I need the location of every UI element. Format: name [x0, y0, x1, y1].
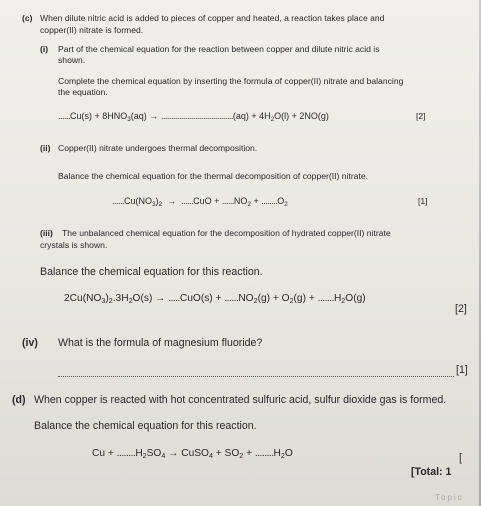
subscript: 2 — [128, 297, 133, 305]
part-ii-marks: [1] — [418, 196, 428, 206]
plus-sign: + — [246, 448, 253, 459]
formula: (g) + — [293, 293, 315, 304]
part-i-label: (i) — [40, 44, 49, 54]
blank-coefficient[interactable]: ..... — [168, 293, 180, 304]
subscript: 4 — [161, 452, 166, 460]
formula: O — [277, 196, 285, 206]
part-i-marks: [2] — [416, 111, 426, 121]
subscript: 2 — [253, 297, 258, 305]
subscript: 2 — [247, 201, 251, 208]
equation-arrow: → — [167, 196, 177, 206]
subscript: 2 — [108, 297, 113, 305]
part-iii-instruction: Balance the chemical equation for this reaction. — [40, 266, 263, 278]
question-d-instruction: Balance the chemical equation for this reaction. — [34, 420, 257, 432]
bracket: ) — [155, 196, 159, 206]
formula: .3H — [112, 293, 129, 304]
part-ii-instruction: Balance the chemical equation for the thermal decomposition of copper(II) nitrate. — [58, 171, 369, 181]
blank-coefficient[interactable]: ...... — [221, 196, 234, 206]
part-iii-equation — [64, 292, 366, 305]
part-iii-line1: The unbalanced chemical equation for the decomposition of hydrated copper(II) nitrate — [62, 228, 391, 238]
subscript: 2 — [239, 452, 244, 460]
part-ii-equation — [112, 196, 288, 207]
formula: SO — [146, 448, 162, 459]
formula: H — [333, 293, 342, 304]
subscript: 2 — [280, 452, 285, 460]
part-iii-label: (iii) — [40, 228, 53, 238]
equation-arrow: → CuSO — [168, 448, 209, 459]
blank-coefficient[interactable]: ........ — [116, 448, 136, 459]
question-d-marks: [ — [459, 452, 462, 464]
formula: O — [284, 448, 293, 459]
plus-sign: + — [253, 196, 259, 206]
part-i-instruction-line1: Complete the chemical equation by inserting the formula of copper(II) nitrate and balancing — [58, 76, 404, 86]
subscript: 2 — [289, 297, 294, 305]
part-ii-label: (ii) — [40, 143, 51, 153]
formula: Cu + — [92, 448, 114, 459]
part-iv-question: What is the formula of magnesium fluoride? — [58, 337, 263, 349]
blank-coefficient[interactable]: ...... — [112, 196, 125, 206]
formula: H — [135, 448, 143, 459]
question-c-label: (c) — [22, 13, 33, 23]
subscript: 3 — [152, 201, 156, 208]
part-iii-line2: crystals is shown. — [40, 240, 108, 250]
blank-coefficient[interactable]: ....... — [317, 293, 334, 304]
blank-coefficient[interactable]: ...... — [58, 111, 71, 121]
part-iii-marks: [2] — [455, 303, 467, 315]
equation-products-end: O(l) + 2NO(g) — [274, 111, 329, 121]
part-i-instruction-line2: the equation. — [58, 87, 108, 97]
formula: + SO — [215, 448, 240, 459]
part-ii-line1: Copper(II) nitrate undergoes thermal decomposition. — [58, 143, 258, 153]
question-d-label: (d) — [12, 394, 26, 406]
blank-coefficient[interactable]: ........ — [254, 448, 274, 459]
part-iv-label: (iv) — [22, 337, 38, 349]
formula: Cu(NO — [124, 196, 153, 206]
equation-products: (aq) + 4H — [232, 111, 271, 121]
formula: CuO(s) + — [179, 293, 222, 304]
formula: H — [273, 448, 281, 459]
subscript: 2 — [341, 297, 346, 305]
blank-formula[interactable]: .................................... — [160, 111, 233, 121]
formula: 2Cu(NO — [64, 293, 102, 304]
question-d-equation — [92, 447, 293, 460]
subscript: 3 — [127, 116, 131, 123]
question-c-stem-line2: copper(II) nitrate is formed. — [40, 25, 144, 35]
total-marks: [Total: 1 — [411, 466, 452, 478]
formula: NO — [238, 293, 254, 304]
part-i-line1: Part of the chemical equation for the reaction between copper and dilute nitric acid is — [58, 44, 380, 54]
subscript: 3 — [101, 297, 106, 305]
part-iv-marks: [1] — [456, 364, 468, 376]
formula: NO — [233, 196, 248, 206]
part-i-line2: shown. — [58, 55, 86, 65]
subscript: 2 — [142, 452, 147, 460]
equation-arrow: (aq) → — [130, 111, 159, 121]
subscript: 2 — [284, 201, 288, 208]
subscript: 2 — [158, 201, 163, 208]
blank-coefficient[interactable]: ...... — [224, 293, 239, 304]
subscript: 2 — [270, 116, 275, 123]
formula: (g) + O — [257, 293, 290, 304]
part-i-equation — [58, 111, 329, 122]
equation-arrow: O(s) → — [132, 293, 166, 304]
bracket: ) — [105, 293, 109, 304]
subscript: 4 — [208, 452, 213, 460]
question-d-stem: When copper is reacted with hot concentrated sulfuric acid, sulfur dioxide gas is formed. — [34, 394, 447, 406]
question-c-stem-line1: When dilute nitric acid is added to pieces of copper and heated, a reaction takes place and — [40, 13, 385, 23]
topic-footer: Topic — [435, 493, 464, 502]
formula: CuO + — [193, 196, 220, 206]
answer-line[interactable] — [58, 376, 454, 377]
blank-coefficient[interactable]: ........ — [261, 196, 278, 206]
blank-coefficient[interactable]: ...... — [181, 196, 194, 206]
equation-reactants: Cu(s) + 8HNO — [70, 111, 128, 121]
formula: O(g) — [345, 293, 366, 304]
